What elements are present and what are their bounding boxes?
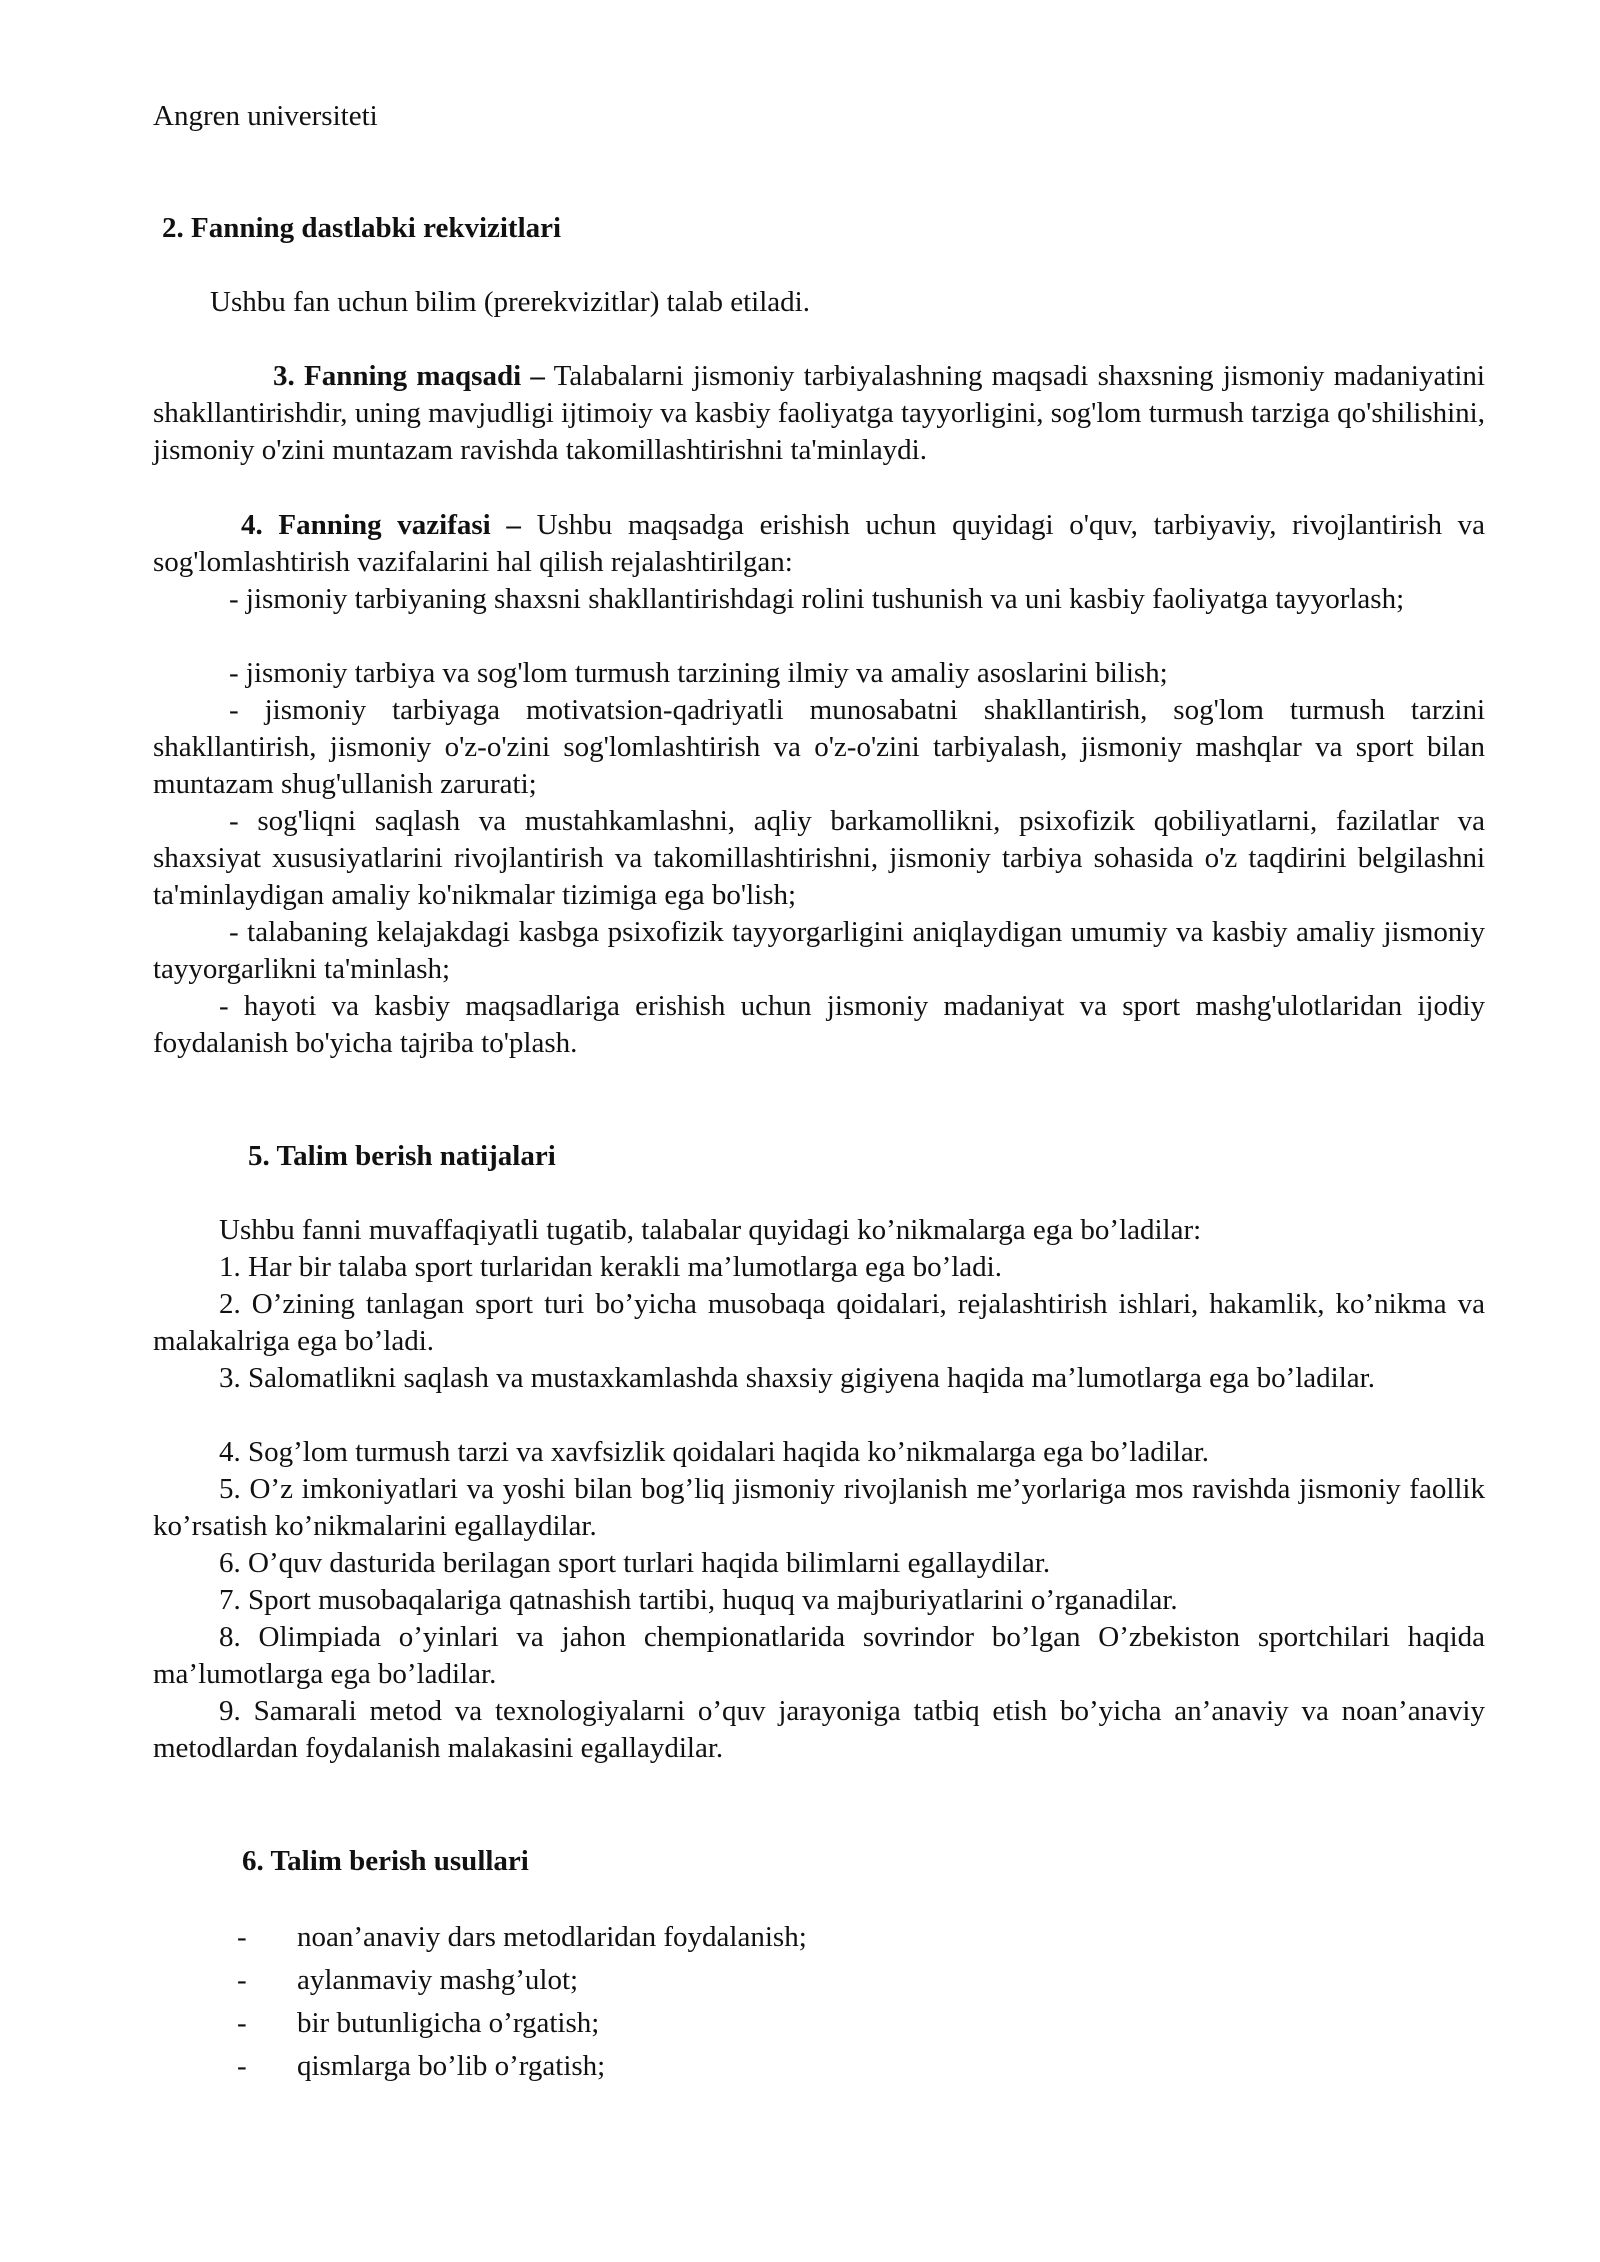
bullet-dash: - <box>237 2007 247 2039</box>
section-5-item: 2. O’zining tanlagan sport turi bo’yicha musobaqa qoidalari, rejalashtirish ishlari, hakamlik, ko’nikma va malakalriga ega bo’ladi. <box>153 1288 1485 1357</box>
list-item: - aylanmaviy mashg’ulot; <box>237 1959 1037 2002</box>
section-4-intro <box>153 507 1485 581</box>
list-item: - noan’anaviy dars metodlaridan foydalanish; <box>237 1916 1037 1959</box>
section-5-item: 4. Sog’lom turmush tarzi va xavfsizlik qoidalari haqida ko’nikmalarga ega bo’ladilar. <box>219 1436 1210 1468</box>
bullet-dash: - <box>237 2050 247 2082</box>
list-item: - bir butunligicha o’rgatish; <box>237 2002 1037 2045</box>
bullet-dash: - <box>237 1921 247 1953</box>
section-4-item: - jismoniy tarbiyaga motivatsion-qadriyatli munosabatni shakllantirish, sog'lom turmush tarzini shakllantirish, jismoniy o'z-o'zini sog'lomlashtirish va o'z-o'zini tarbiyalash, jismoniy mashqlar va sport bilan muntazam shug'ullanish zarurati; <box>153 694 1485 800</box>
section-4-item: - hayoti va kasbiy maqsadlariga erishish uchun jismoniy madaniyat va sport mashg'ulotlaridan ijodiy foydalanish bo'yicha tajriba to'plash. <box>153 990 1485 1059</box>
section-4-title: 4. Fanning vazifasi – <box>241 509 521 541</box>
section-5-item: 7. Sport musobaqalariga qatnashish tartibi, huquq va majburiyatlarini o’rganadilar. <box>219 1584 1178 1616</box>
section-5-item: 9. Samarali metod va texnologiyalarni o’quv jarayoniga tatbiq etish bo’yicha an’anaviy va noan’anaviy metodlardan foydalanish malakasini egallaydilar. <box>153 1695 1485 1764</box>
section-5-item: 1. Har bir talaba sport turlaridan kerakli ma’lumotlarga ega bo’ladi. <box>219 1251 1002 1283</box>
section-3-paragraph <box>153 358 1485 469</box>
section-4-item: - jismoniy tarbiya va sog'lom turmush tarzining ilmiy va amaliy asoslarini bilish; <box>229 657 1168 689</box>
section-5-item: 5. O’z imkoniyatlari va yoshi bilan bog’liq jismoniy rivojlanish me’yorlariga mos ravishda jismoniy faollik ko’rsatish ko’nikmalarini egallaydilar. <box>153 1473 1485 1542</box>
section-6-list <box>237 1916 1037 2088</box>
section-3-text: Talabalarni jismoniy tarbiyalashning maqsadi shaxsning jismoniy madaniyatini shakllantirishdir, uning mavjudligi ijtimoiy va kasbiy faoliyatga tayyorligini, sog'lom turmush tarziga qo'shilishini, jismoniy o'zini muntazam ravishda takomillashtirishni ta'minlaydi. <box>153 360 1485 466</box>
section-4-item: - jismoniy tarbiyaning shaxsni shakllantirishdagi rolini tushunish va uni kasbiy faoliyatga tayyorlash; <box>229 583 1405 615</box>
list-item: - qismlarga bo’lib o’rgatish; <box>237 2045 1037 2088</box>
bullet-dash: - <box>237 1964 247 1996</box>
section-5-title: 5. Talim berish natijalari <box>248 1140 556 1172</box>
section-4-item: - talabaning kelajakdagi kasbga psixofizik tayyorgarligini aniqlaydigan umumiy va kasbiy amaliy jismoniy tayyorgarlikni ta'minlash; <box>153 916 1485 985</box>
section-6-title: 6. Talim berish usullari <box>242 1845 529 1877</box>
institution-name: Angren universiteti <box>153 100 378 132</box>
section-2-text: Ushbu fan uchun bilim (prerekvizitlar) talab etiladi. <box>210 286 810 318</box>
section-5-item: 3. Salomatlikni saqlash va mustaxkamlashda shaxsiy gigiyena haqida ma’lumotlarga ega bo’ladilar. <box>219 1362 1375 1394</box>
section-5-item: 8. Olimpiada o’yinlari va jahon chempionatlarida sovrindor bo’lgan O’zbekiston sportchilari haqida ma’lumotlarga ega bo’ladilar. <box>153 1621 1485 1690</box>
section-2-title: 2. Fanning dastlabki rekvizitlari <box>162 212 562 244</box>
section-5-item: 6. O’quv dasturida berilagan sport turlari haqida bilimlarni egallaydilar. <box>219 1547 1051 1579</box>
section-4-item: - sog'liqni saqlash va mustahkamlashni, aqliy barkamollikni, psixofizik qobiliyatlarni, fazilatlar va shaxsiyat xususiyatlarini rivojlantirish va takomillashtirishni, jismoniy tarbiya sohasida o'z taqdirini belgilashni ta'minlaydigan amaliy ko'nikmalar tizimiga ega bo'lish; <box>153 805 1485 911</box>
section-3-title: 3. Fanning maqsadi – <box>273 360 545 392</box>
section-4-intro-text: Ushbu maqsadga erishish uchun quyidagi o'quv, tarbiyaviy, rivojlantirish va sog'lomlashtirish vazifalarini hal qilish rejalashtirilgan: <box>153 509 1486 578</box>
section-5-intro: Ushbu fanni muvaffaqiyatli tugatib, talabalar quyidagi ko’nikmalarga ega bo’ladilar: <box>219 1214 1202 1246</box>
